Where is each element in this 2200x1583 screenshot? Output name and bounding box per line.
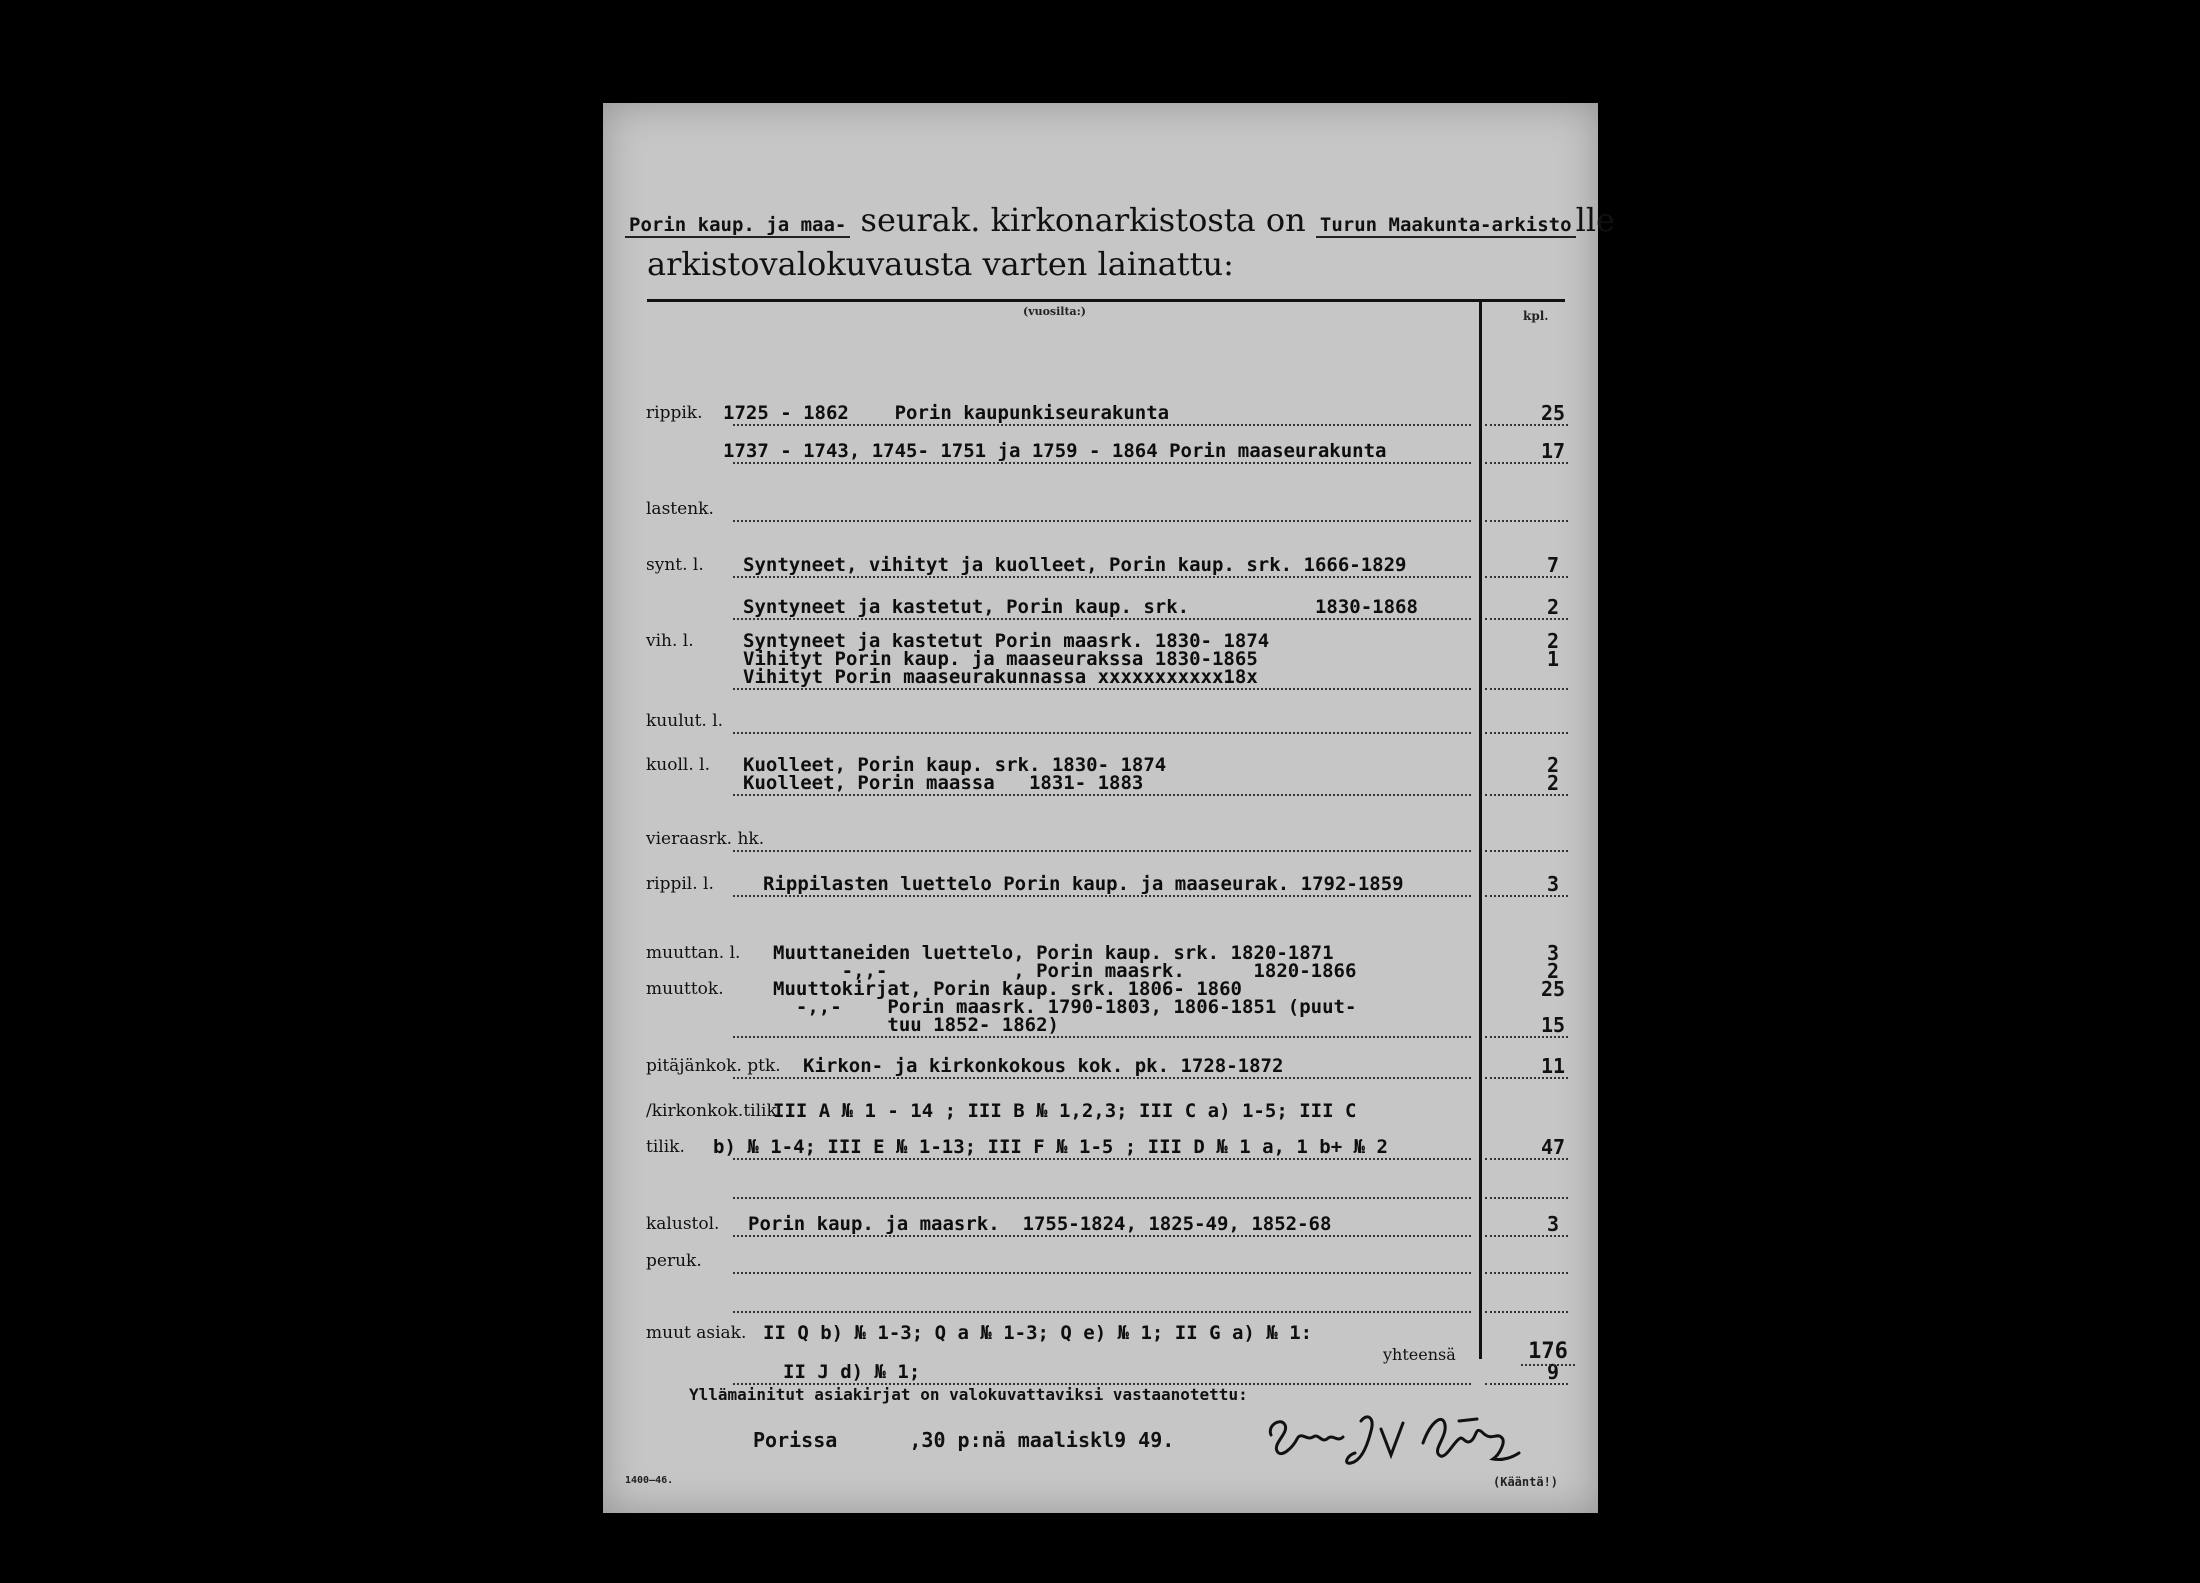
record-text: 1725 - 1862 Porin kaupunkiseurakunta [723,402,1170,424]
record-row [603,821,1598,855]
record-label: lastenk. [646,499,714,519]
record-row [603,1206,1598,1240]
record-label: kalustol. [646,1214,720,1234]
record-text: 1737 - 1743, 1745- 1751 ja 1759 - 1864 Porin maaseurakunta [723,440,1387,462]
archive-field: Turun Maakunta-arkisto [1316,214,1576,238]
header-line-2: arkistovalokuvausta varten lainattu: [647,245,1234,283]
dotted-line [733,1077,1471,1079]
kpl-dotted-line [1485,520,1568,522]
record-text: II J d) № 1; [783,1361,921,1383]
kpl-column-head: kpl. [1523,309,1549,323]
dotted-line [733,1272,1471,1274]
table-top-rule [647,299,1565,302]
form-code: 1400—46. [625,1475,674,1486]
record-text: tuu 1852- 1862) [773,1014,1059,1036]
record-row [603,433,1598,467]
years-column-head: (vuosilta:) [1023,305,1086,318]
record-label: synt. l. [646,555,704,575]
kpl-dotted-line [1485,850,1568,852]
record-row [603,765,1598,799]
record-count: 2 [1546,595,1560,619]
receipt-statement: Yllämainitut asiakirjat on valokuvattaviksi vastaanotettu: [689,1385,1248,1404]
record-text: Vihityt Porin maaseurakunnassa xxxxxxxxxxx18x [743,666,1258,688]
record-text: Muuttaneiden luettelo, Porin kaup. srk. 1820-1871 [773,942,1334,964]
place-date-line [753,1428,1174,1452]
record-text: II Q b) № 1-3; Q a № 1-3; Q e) № 1; II G a) № 1: [763,1322,1313,1344]
header-line-1 [625,201,1615,239]
record-label: pitäjänkok. ptk. [646,1056,781,1076]
record-count: 2 [1546,771,1560,795]
record-label: vieraasrk. hk. [646,829,765,849]
date-field: ,30 p:nä maaliskl9 49. [909,1428,1175,1452]
record-row [603,589,1598,623]
record-row [603,1129,1598,1163]
record-label: muuttok. [646,979,724,999]
dotted-line [733,850,1471,852]
record-count: 17 [1540,439,1566,463]
dotted-line [733,1036,1471,1038]
dotted-line [733,618,1471,620]
record-count: 9 [1546,1360,1560,1384]
dotted-line [733,1158,1471,1160]
record-text: Muuttokirjat, Porin kaup. srk. 1806- 1860 [773,978,1242,1000]
record-text: Vihityt Porin kaup. ja maaseurakssa 1830-1865 [743,648,1258,670]
record-row [603,866,1598,900]
dotted-line [733,1235,1471,1237]
kpl-dotted-line [1485,1311,1568,1313]
kpl-dotted-line [1485,1272,1568,1274]
signature-graphic [1263,1403,1523,1473]
record-row [603,1315,1598,1349]
record-count: 3 [1546,941,1560,965]
record-text: Rippilasten luettelo Porin kaup. ja maaseurak. 1792-1859 [763,873,1404,895]
dotted-line [733,576,1471,578]
record-row [603,491,1598,525]
record-row [603,1168,1598,1202]
record-count: 1 [1546,647,1560,671]
dotted-line [733,424,1471,426]
record-count: 25 [1540,977,1566,1001]
kpl-dotted-line [1485,1197,1568,1199]
document-sheet [603,103,1615,1513]
record-count: 11 [1540,1054,1566,1078]
record-row [603,1007,1598,1041]
record-row [603,547,1598,581]
record-label: tilik. [646,1137,685,1157]
record-text: Kirkon- ja kirkonkokous kok. pk. 1728-1872 [803,1055,1284,1077]
record-text: Syntyneet, vihityt ja kuolleet, Porin kaup. srk. 1666-1829 [743,554,1407,576]
dotted-line [733,462,1471,464]
record-text: Syntyneet ja kastetut Porin maasrk. 1830- 1874 [743,630,1270,652]
record-text: III A № 1 - 14 ; III B № 1,2,3; III C a) 1-5; III C [773,1100,1357,1122]
record-row [603,1093,1598,1127]
record-text: -,,- , Porin maasrk. 1820-1866 [773,960,1357,982]
record-count: 2 [1546,959,1560,983]
record-count: 2 [1546,753,1560,777]
record-count: 2 [1546,629,1560,653]
record-label: vih. l. [646,631,694,651]
dotted-line [733,520,1471,522]
record-text: Syntyneet ja kastetut, Porin kaup. srk. 1830-1868 [743,596,1418,618]
record-count: 25 [1540,401,1566,425]
record-row [603,1282,1598,1316]
record-label: muut asiak. [646,1323,747,1343]
dotted-line [733,895,1471,897]
dotted-line [733,1197,1471,1199]
record-label: rippil. l. [646,874,714,894]
record-text: Porin kaup. ja maasrk. 1755-1824, 1825-49, 1852-68 [748,1213,1332,1235]
record-count: 3 [1546,872,1560,896]
record-text: b) № 1-4; III E № 1-13; III F № 1-5 ; III D № 1 a, 1 b+ № 2 [713,1136,1388,1158]
record-row [603,703,1598,737]
kpl-dotted-line [1485,688,1568,690]
total-label: yhteensä [1383,1345,1456,1364]
record-count: 3 [1546,1212,1560,1236]
parish-field: Porin kaup. ja maa- [625,214,850,238]
header-suffix: lle [1575,201,1615,239]
record-count: 47 [1540,1135,1566,1159]
turn-over-note: (Kääntä!) [1493,1475,1559,1489]
total-value: 176 [1521,1339,1575,1366]
record-text: Kuolleet, Porin maassa 1831- 1883 [743,772,1144,794]
dotted-line [733,1311,1471,1313]
header-text-1: seurak. kirkonarkistosta on [860,201,1306,239]
record-label: kuoll. l. [646,755,711,775]
record-row [603,395,1598,429]
place-field: Porissa [753,1428,838,1452]
record-row [603,659,1598,693]
record-label: /kirkonkok.tilik [646,1101,777,1121]
record-count: 7 [1546,553,1560,577]
dotted-line [733,794,1471,796]
kpl-dotted-line [1485,732,1568,734]
record-text: -,,- Porin maasrk. 1790-1803, 1806-1851 (puut- [773,996,1357,1018]
record-count: 15 [1540,1013,1566,1037]
record-text: Kuolleet, Porin kaup. srk. 1830- 1874 [743,754,1167,776]
record-label: rippik. [646,403,703,423]
dotted-line [733,732,1471,734]
record-label: kuulut. l. [646,711,724,731]
record-label: muuttan. l. [646,943,741,963]
record-row [603,1243,1598,1277]
dotted-line [733,688,1471,690]
record-row [603,1048,1598,1082]
record-label: peruk. [646,1251,702,1271]
